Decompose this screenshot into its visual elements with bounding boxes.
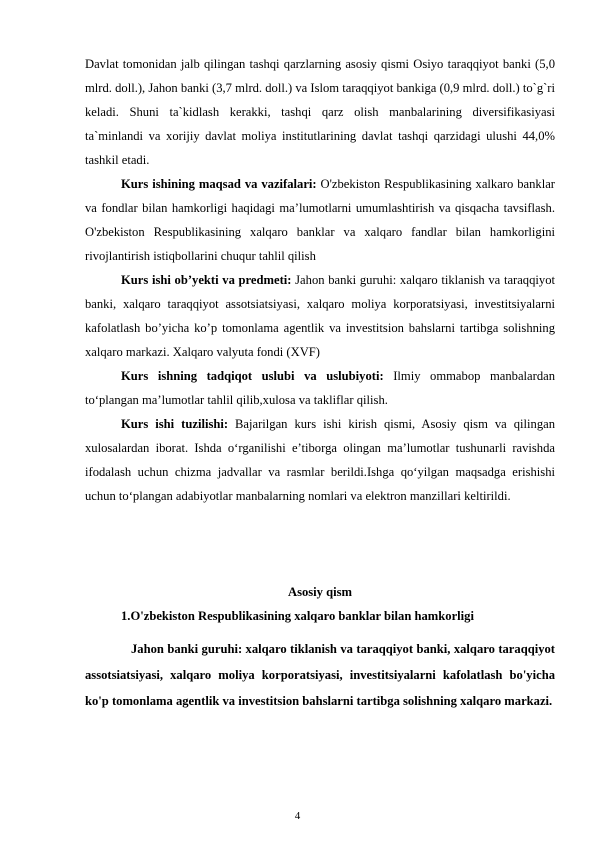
spacer [85, 508, 555, 580]
document-page [85, 52, 555, 714]
goals-label: Kurs ishining maqsad va vazifalari: [121, 177, 317, 191]
paragraph-goals [85, 172, 555, 268]
paragraph-world-bank-group: Jahon banki guruhi: xalqaro tiklanish va taraqqiyot banki, xalqaro taraqqiyot assotsiatsiyasi, xalqaro moliya korporatsiyasi, investitsiyalarni kafolatlash bo'yicha ko'p tomonlama agentlik va investitsion bahslarni tartibga solishning xalqaro markazi. [85, 642, 555, 708]
methods-text: Ilmiy ommabop manbalardan to‘plangan ma’lumotlar tahlil qilib,xulosa va takliflar qilish. [85, 369, 555, 407]
paragraph-methods [85, 364, 555, 412]
goals-text: O'zbekiston Respublikasining xalkaro banklar va fondlar bilan hamkorligi haqidagi ma’lumotlarni umumlashtirish va qisqacha tavsiflash. O'zbekiston Respublikasining xalqaro banklar va xalqaro fandlar bilan hamkorligini rivojlantirish istiqbollarini chuqur tahlil qilish [85, 177, 555, 263]
methods-label: Kurs ishning tadqiqot uslubi va uslubiyoti: [121, 369, 384, 383]
section-heading: 1.O'zbekiston Respublikasining xalqaro banklar bilan hamkorligi [121, 609, 474, 623]
paragraph-object-subject [85, 268, 555, 364]
object-subject-text: Jahon banki guruhi: xalqaro tiklanish va taraqqiyot banki, xalqaro taraqqiyot assotsiatsiyasi, xalqaro moliya korporatsiyasi, investitsiyalarni kafolatlash bo’yicha ko’p tomonlama agentlik va investitsion bahslarni tartibga solishning xalqaro markazi. Xalqaro valyuta fondi (XVF) [85, 273, 555, 359]
page-number: 4 [294, 810, 301, 822]
object-subject-label: Kurs ishi ob’yekti va predmeti: [121, 273, 292, 287]
structure-label: Kurs ishi tuzilishi: [121, 417, 229, 431]
structure-text: Bajarilgan kurs ishi kirish qismi, Asosiy qism va qilingan xulosalardan iborat. Ishda o‘rganilishi e’tiborga olingan ma’lumotlar tushunarli ravishda ifodalash uchun chizma jadvallar va rasmlar berildi.Ishga qo‘yilgan maqsadga erishishi uchun to‘plangan adabiyotlar manbalarning nomlari va elektron manzillari keltirildi. [85, 417, 555, 503]
paragraph-structure [85, 412, 555, 508]
main-heading: Asosiy qism [287, 585, 353, 599]
paragraph-external-debt: Davlat tomonidan jalb qilingan tashqi qarzlarning asosiy qismi Osiyo taraqqiyot banki (5,0 mlrd. doll.), Jahon banki (3,7 mlrd. doll.) va Islom taraqqiyot bankiga (0,9 mlrd. doll.) to`g`ri keladi. Shuni ta`kidlash kerakki, tashqi qarz olish manbalarining diversifikasiyasi ta`minlandi va xorijiy davlat moliya institutlarining davlat tashqi qarzidagi ulushi 44,0% tashkil etadi. [85, 57, 555, 167]
